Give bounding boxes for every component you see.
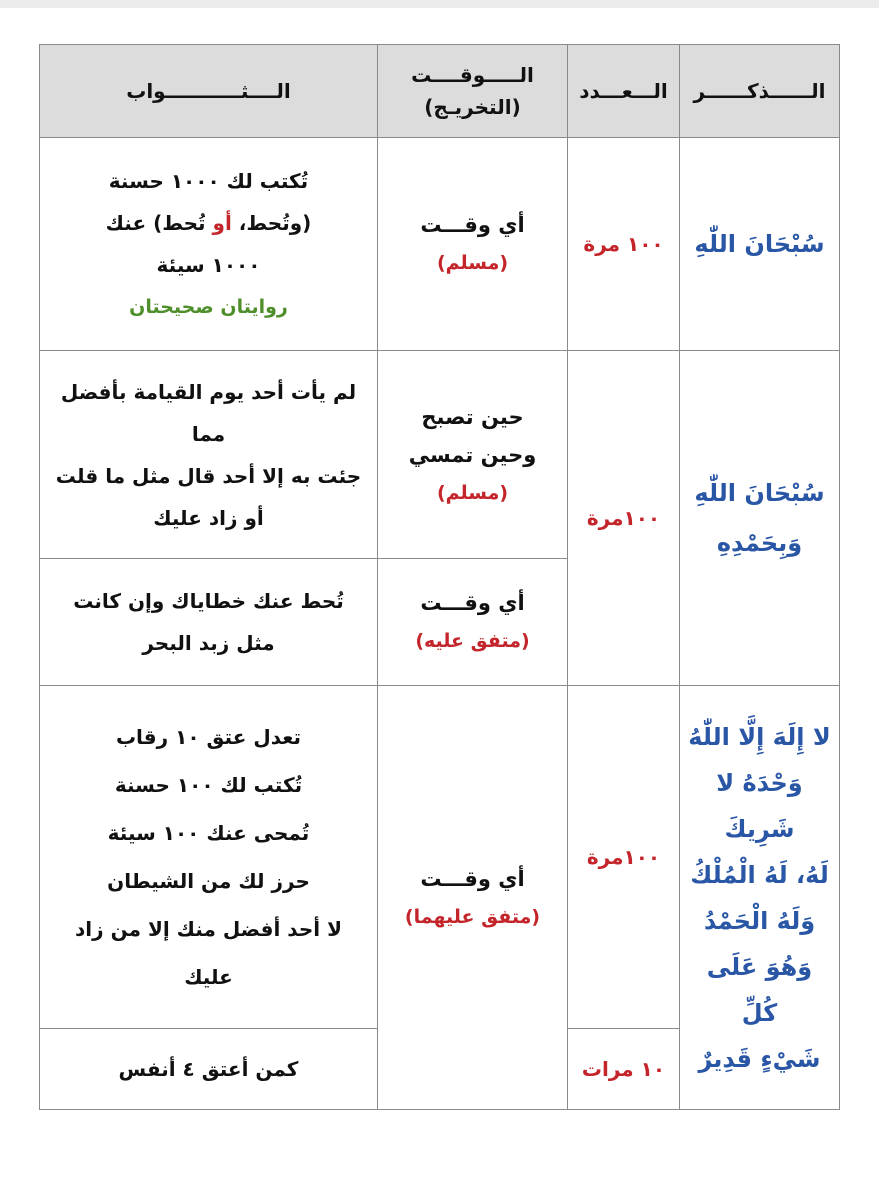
count-cell: ١٠٠مرة [568, 351, 680, 686]
source-text: (مسلم) [436, 481, 509, 504]
header-time [378, 45, 568, 138]
reward-or-word: أو [212, 211, 232, 235]
time-cell [378, 351, 568, 559]
dhikr-cell [680, 686, 840, 1110]
source-text: (مسلم) [436, 252, 509, 274]
reward-line: حرز لك من الشيطان [107, 869, 310, 893]
reward-line: تُمحى عنك ١٠٠ سيئة [107, 821, 310, 845]
dhikr-text: وَحْدَهُ لا شَرِيكَ [716, 768, 803, 843]
header-time-sub: (التخريـج) [424, 95, 521, 119]
reward-line: ١٠٠٠ سيئة [156, 253, 261, 277]
reward-cell: كمن أعتق ٤ أنفس [40, 1029, 378, 1110]
dhikr-text: وَبِحَمْدِهِ [716, 529, 803, 557]
dhikr-text: لَهُ، لَهُ الْمُلْكُ [690, 860, 829, 889]
header-reward: الــــثـــــــــــواب [40, 45, 378, 138]
header-row [40, 45, 840, 138]
header-count: الـــعـــدد [568, 45, 680, 138]
count-cell: ١٠ مرات [568, 1029, 680, 1110]
count-cell: ١٠٠مرة [568, 686, 680, 1029]
dhikr-text: سُبْحَانَ اللّٰهِ [694, 230, 825, 258]
time-text: أي وقـــت [420, 866, 525, 891]
reward-cell [40, 559, 378, 686]
reward-line-part: (وتُحط، [231, 211, 312, 235]
reward-line: تُكتب لك ١٠٠٠ حسنة [108, 169, 309, 193]
reward-line: لم يأت أحد يوم القيامة بأفضل مما [60, 379, 357, 446]
reward-note: روايتان صحيحتان [129, 296, 288, 318]
reward-line: عليك [184, 965, 233, 989]
reward-cell [40, 351, 378, 559]
table-row [40, 138, 840, 351]
reward-line [48, 202, 369, 244]
table-row [40, 351, 840, 559]
dhikr-text: لا إِلَهَ إِلَّا اللّٰهُ [688, 722, 831, 751]
dhikr-cell [680, 138, 840, 351]
dhikr-cell [680, 351, 840, 686]
reward-line: جئت به إلا أحد قال مثل ما قلت [55, 463, 362, 488]
source-text: (متفق عليهما) [404, 905, 541, 928]
reward-line-part: تُحط) عنك [105, 211, 213, 235]
reward-line: لا أحد أفضل منك إلا من زاد [75, 917, 342, 941]
table-row [40, 686, 840, 1029]
time-text: وحين تمسي [408, 442, 537, 467]
time-text: أي وقـــت [420, 591, 525, 615]
dhikr-text: وَلَهُ الْحَمْدُ [703, 906, 816, 935]
reward-line: مثل زبد البحر [142, 631, 275, 655]
reward-cell [40, 686, 378, 1029]
reward-line: تُحط عنك خطاياك وإن كانت [73, 589, 344, 613]
time-text: أي وقـــت [420, 213, 525, 237]
time-cell [378, 686, 568, 1110]
adhkar-table [39, 44, 840, 1110]
dhikr-text: وَهُوَ عَلَى كُلِّ [706, 952, 813, 1027]
dhikr-text: سُبْحَانَ اللّٰهِ [694, 479, 825, 507]
reward-line: أو زاد عليك [153, 505, 264, 530]
header-dhikr: الــــــذكــــــر [680, 45, 840, 138]
reward-cell [40, 138, 378, 351]
dhikr-text: شَيْءٍ قَدِيرٌ [698, 1044, 821, 1073]
reward-line: تعدل عتق ١٠ رقاب [115, 725, 302, 749]
time-cell [378, 559, 568, 686]
time-text: حين تصبح [421, 404, 524, 429]
reward-line: تُكتب لك ١٠٠ حسنة [114, 773, 303, 797]
time-cell [378, 138, 568, 351]
source-text: (متفق عليه) [415, 630, 530, 652]
count-cell: ١٠٠ مرة [568, 138, 680, 351]
header-time-label: الـــــوقــــت [411, 63, 534, 87]
top-strip [0, 0, 879, 8]
